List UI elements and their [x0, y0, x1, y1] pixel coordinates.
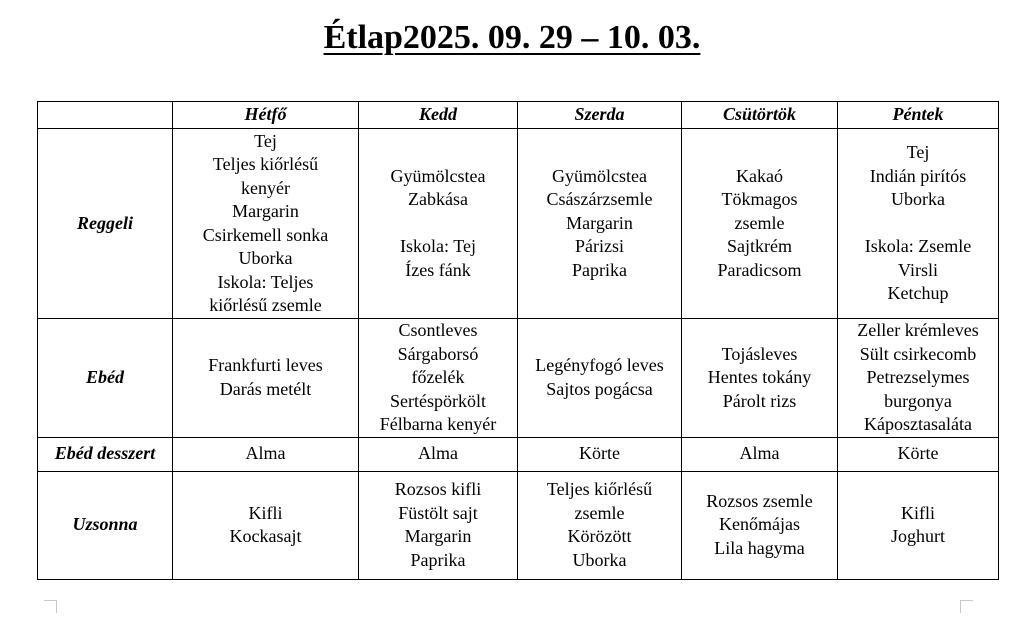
menu-item: Sertéspörkölt — [390, 390, 486, 411]
day-header-thursday: Csütörtök — [682, 102, 838, 129]
menu-cell-monday — [173, 319, 359, 438]
menu-item: Petrezselymes — [866, 367, 970, 387]
menu-item: zsemle — [734, 212, 785, 233]
menu-item: Paprika — [572, 259, 627, 280]
meal-label: Uzsonna — [38, 471, 173, 579]
menu-item: Tej — [906, 142, 930, 163]
menu-item: Iskola: Tej — [400, 236, 476, 257]
menu-cell-tuesday — [359, 471, 518, 579]
breakfast-row — [38, 129, 999, 319]
menu-item: Uborka — [238, 248, 293, 268]
menu-item: Csontleves — [398, 320, 478, 340]
menu-item: Kockasajt — [229, 526, 302, 546]
menu-item: Virsli — [898, 259, 938, 280]
menu-cell-thursday — [682, 319, 838, 438]
meal-label: Reggeli — [38, 129, 173, 319]
menu-cell-monday — [173, 437, 359, 471]
day-header-wednesday: Szerda — [518, 102, 682, 129]
menu-cell-friday — [838, 437, 999, 471]
menu-item: Kenőmájas — [719, 514, 800, 535]
menu-cell-wednesday — [518, 129, 682, 319]
menu-item: Iskola: Zsemle — [864, 236, 972, 257]
menu-item: Paradicsom — [717, 259, 802, 280]
menu-item: Margarin — [232, 201, 299, 221]
menu-item: Tökmagos — [721, 189, 798, 210]
menu-item: Körözött — [567, 526, 632, 546]
menu-item: Körte — [579, 443, 620, 464]
menu-item: Kifli — [248, 502, 283, 523]
menu-item: Darás metélt — [219, 378, 312, 399]
menu-item: Rozsos zsemle — [706, 490, 813, 511]
meal-label: Ebéd — [38, 319, 173, 438]
menu-cell-tuesday — [359, 437, 518, 471]
menu-item: Tojásleves — [721, 343, 798, 364]
lunch-dessert-row — [38, 437, 999, 471]
menu-item: Paprika — [410, 549, 466, 570]
menu-item: Gyümölcstea — [390, 165, 486, 186]
corner-header-cell — [38, 102, 173, 129]
menu-item: Joghurt — [891, 526, 945, 546]
menu-item: Kakaó — [736, 165, 783, 186]
menu-item: Sajtkrém — [727, 236, 792, 257]
day-header-tuesday: Kedd — [359, 102, 518, 129]
menu-cell-wednesday — [518, 319, 682, 438]
menu-item: Füstölt sajt — [398, 502, 478, 523]
menu-item: Zabkása — [408, 189, 468, 210]
menu-item: kenyér — [241, 177, 290, 198]
menu-item: Alma — [739, 443, 780, 464]
menu-item: Teljes kiőrlésű — [212, 154, 319, 174]
menu-item: Párolt rizs — [722, 390, 797, 411]
menu-item: Uborka — [891, 189, 945, 210]
menu-cell-thursday — [682, 129, 838, 319]
menu-item: Császárzsemle — [546, 189, 653, 210]
menu-cell-monday — [173, 471, 359, 579]
menu-cell-thursday — [682, 471, 838, 579]
menu-cell-friday — [838, 129, 999, 319]
meal-label: Ebéd desszert — [38, 437, 173, 471]
menu-cell-monday — [173, 129, 359, 319]
menu-item: Sült csirkecomb — [859, 343, 977, 364]
menu-item: Frankfurti leves — [208, 355, 323, 376]
menu-cell-tuesday — [359, 129, 518, 319]
menu-item: Tej — [254, 130, 277, 151]
page-corner-mark-right — [960, 600, 973, 613]
menu-item: Alma — [418, 443, 458, 464]
menu-item: kiőrlésű zsemle — [209, 295, 322, 315]
menu-item: Uborka — [572, 549, 627, 570]
menu-cell-friday — [838, 319, 999, 438]
menu-cell-friday — [838, 471, 999, 579]
menu-item: Ízes fánk — [405, 259, 471, 280]
menu-cell-thursday — [682, 437, 838, 471]
day-header-friday: Péntek — [838, 102, 999, 129]
day-header-monday: Hétfő — [173, 102, 359, 129]
menu-item: Iskola: Teljes — [217, 271, 314, 292]
lunch-row — [38, 319, 999, 438]
menu-item: Legényfogó leves — [535, 355, 664, 376]
weekly-menu-table — [37, 101, 999, 580]
menu-item: Sárgaborsó — [397, 343, 479, 364]
menu-item: Ketchup — [887, 283, 949, 304]
menu-item: Körte — [897, 443, 939, 464]
menu-item: Zeller krémleves — [857, 320, 979, 340]
menu-item: Félbarna kenyér — [379, 414, 497, 434]
header-row — [38, 102, 999, 129]
menu-item: burgonya — [884, 390, 952, 411]
menu-item: Lila hagyma — [714, 537, 805, 558]
menu-item: Csirkemell sonka — [202, 224, 329, 245]
page-corner-mark-left — [44, 600, 57, 613]
menu-cell-wednesday — [518, 437, 682, 471]
menu-item: Kifli — [901, 502, 935, 523]
menu-item: főzelék — [411, 367, 465, 387]
menu-cell-wednesday — [518, 471, 682, 579]
menu-item: Hentes tokány — [707, 367, 812, 387]
menu-item: Rozsos kifli — [394, 479, 482, 499]
menu-title: Étlap2025. 09. 29 – 10. 03. — [323, 19, 701, 56]
menu-item: zsemle — [574, 502, 625, 523]
menu-item: Sajtos pogácsa — [546, 378, 653, 399]
menu-item: Indián pirítós — [869, 165, 967, 186]
menu-item: Gyümölcstea — [552, 165, 647, 186]
menu-item: Margarin — [566, 212, 633, 233]
menu-item: Alma — [245, 443, 286, 464]
snack-row — [38, 471, 999, 579]
menu-item: Párizsi — [575, 236, 624, 257]
menu-item: Margarin — [404, 526, 472, 546]
menu-cell-tuesday — [359, 319, 518, 438]
menu-item: Teljes kiőrlésű — [546, 479, 653, 499]
menu-item: Káposztasaláta — [864, 414, 972, 434]
menu-item — [840, 212, 996, 236]
menu-item — [361, 212, 515, 236]
